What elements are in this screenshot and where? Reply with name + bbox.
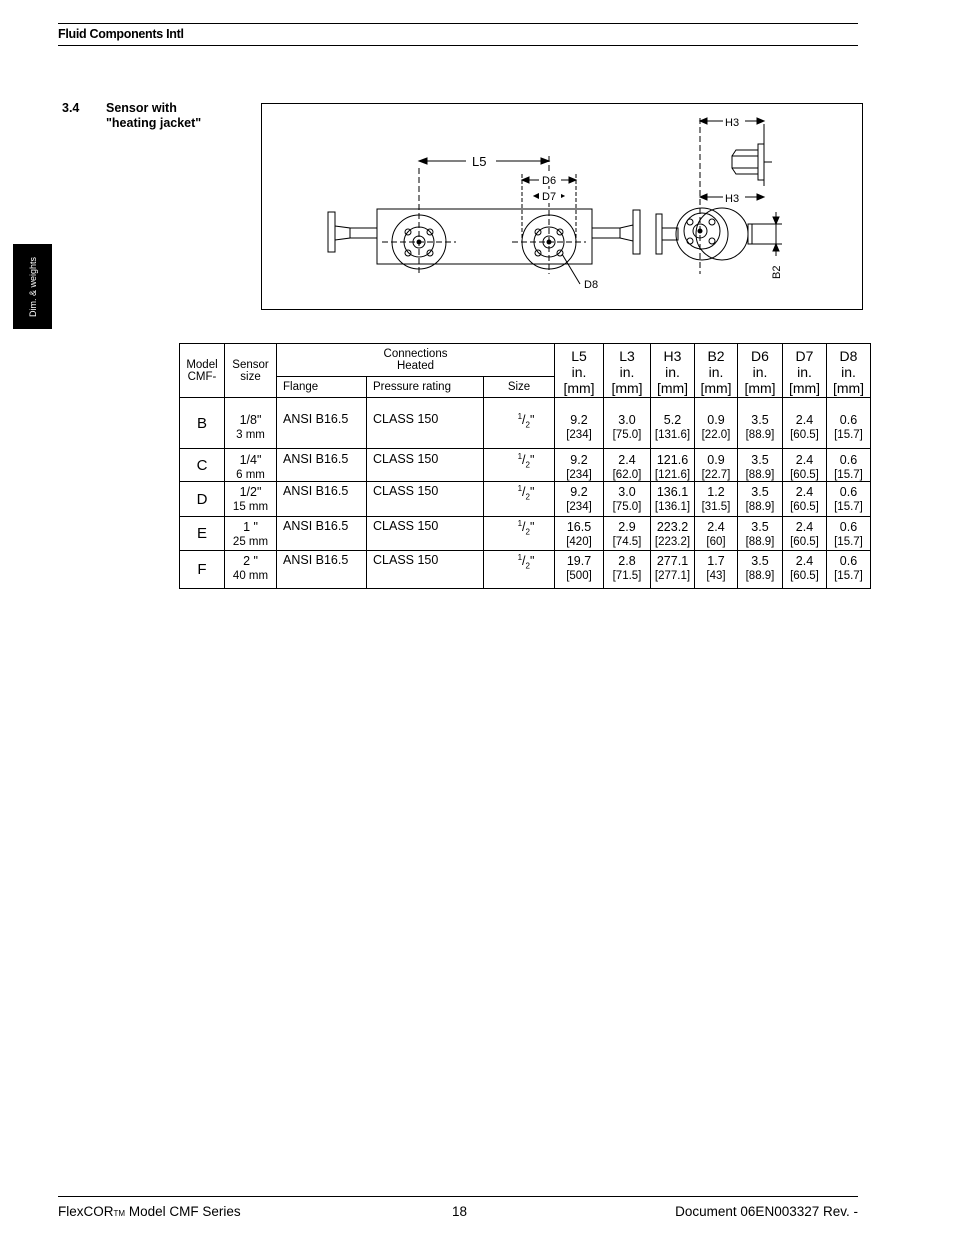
size-quote: " <box>529 413 535 428</box>
model-cell: D <box>180 482 225 517</box>
size-numerator: 1 <box>517 484 523 493</box>
spec-body <box>180 398 871 589</box>
sensor-size-in: 1 " <box>243 520 258 534</box>
page-number: 18 <box>452 1204 468 1219</box>
footer-product <box>58 1204 241 1219</box>
dim-value-mm: [22.7] <box>701 469 731 481</box>
dim-value-in: 2.8 <box>618 554 636 568</box>
label-b2: B2 <box>771 265 783 279</box>
dim-value-mm: [43] <box>706 570 726 582</box>
dim-cell <box>555 551 604 589</box>
flange-header: Flange <box>277 377 367 398</box>
flange-cell: ANSI B16.5 <box>277 398 367 449</box>
dim-header-h3 <box>651 344 695 398</box>
dim-unit-mm: [mm] <box>832 380 865 396</box>
dim-cell <box>827 449 871 482</box>
left-flange <box>328 212 335 252</box>
dim-cell <box>783 398 827 449</box>
size-denominator: 2 <box>525 561 530 571</box>
section-title-line1: Sensor with <box>106 101 177 115</box>
sensor-cell <box>225 449 277 482</box>
model-header-text: Model CMF- <box>186 358 218 383</box>
sensor-size-in: 1/8" <box>239 413 262 427</box>
table-row <box>180 449 871 482</box>
left-neck <box>335 226 350 240</box>
dim-value-mm: [121.6] <box>654 469 691 481</box>
dim-cell <box>651 482 695 517</box>
dim-name: B2 <box>707 348 725 364</box>
dim-value-in: 0.6 <box>839 520 858 534</box>
dim-cell <box>783 482 827 517</box>
dim-value-mm: [420] <box>566 536 592 548</box>
left-port <box>382 168 456 274</box>
section-title-line2: "heating jacket" <box>106 116 202 130</box>
dim-value-mm: [60] <box>706 536 726 548</box>
dim-unit-in: in. <box>665 364 680 380</box>
pressure-header: Pressure rating <box>367 377 484 398</box>
label-h3-mid: H3 <box>725 193 740 205</box>
pressure-cell: CLASS 150 <box>367 449 484 482</box>
dim-cell <box>651 517 695 551</box>
dim-value-mm: [136.1] <box>654 501 691 513</box>
size-quote: " <box>529 520 535 535</box>
dim-cell <box>695 517 738 551</box>
size-cell: $^1/_2$" <box>484 517 555 551</box>
dim-value-in: 1.2 <box>707 485 725 499</box>
sensor-cell <box>225 517 277 551</box>
size-quote: " <box>529 453 535 468</box>
dim-value-mm: [88.9] <box>745 429 775 441</box>
dim-cell <box>695 482 738 517</box>
dim-value-mm: [88.9] <box>745 501 775 513</box>
model-header <box>180 344 225 398</box>
dim-value-mm: [88.9] <box>745 469 775 481</box>
dim-unit-in: in. <box>797 364 812 380</box>
dim-cell <box>738 517 783 551</box>
connections-header-text: Connections <box>383 348 448 360</box>
left-pipe <box>350 228 377 238</box>
dim-cell <box>738 449 783 482</box>
sensor-size-in: 1/2" <box>239 485 262 499</box>
flange-cell: ANSI B16.5 <box>277 517 367 551</box>
label-d8: D8 <box>584 279 599 291</box>
dim-value-mm: [62.0] <box>612 469 642 481</box>
sensor-drawing <box>261 103 863 310</box>
dim-value-mm: [234] <box>566 501 592 513</box>
table-row <box>180 517 871 551</box>
dim-cell <box>695 398 738 449</box>
dim-value-in: 1.7 <box>707 554 725 568</box>
dim-value-in: 136.1 <box>656 485 689 499</box>
dim-name: H3 <box>663 348 682 364</box>
dim-value-mm: [500] <box>566 570 592 582</box>
dim-value-mm: [15.7] <box>834 536 863 548</box>
dim-value-in: 0.6 <box>839 453 858 467</box>
flange-cell: ANSI B16.5 <box>277 449 367 482</box>
dim-value-in: 9.2 <box>570 453 588 467</box>
side-tab-label: Dim. & weights <box>27 256 38 317</box>
header-rule-top <box>58 23 858 24</box>
size-denominator: 2 <box>525 420 530 430</box>
pressure-cell: CLASS 150 <box>367 398 484 449</box>
dim-value-mm: [15.7] <box>834 501 863 513</box>
right-neck <box>620 225 633 241</box>
flange-cell: ANSI B16.5 <box>277 551 367 589</box>
size-numerator: 1 <box>517 412 523 421</box>
size-numerator: 1 <box>517 519 523 528</box>
sensor-size-in: 2 " <box>243 554 258 568</box>
sensor-size-mm: 40 mm <box>232 570 269 582</box>
heated-header-text: Heated <box>396 360 435 372</box>
dim-value-mm: [31.5] <box>701 501 731 513</box>
sensor-size-mm: 25 mm <box>232 536 269 548</box>
dim-value-in: 3.5 <box>751 554 769 568</box>
dim-cell <box>555 449 604 482</box>
side-tab[interactable] <box>13 244 52 329</box>
dim-name: L5 <box>571 348 587 364</box>
right-pipe <box>592 228 620 238</box>
sensor-cell <box>225 398 277 449</box>
pressure-cell: CLASS 150 <box>367 551 484 589</box>
dim-cell <box>555 398 604 449</box>
dim-unit-in: in. <box>619 364 635 380</box>
flange-cell: ANSI B16.5 <box>277 482 367 517</box>
dim-value-in: 3.5 <box>751 413 769 427</box>
dim-unit-in: in. <box>571 364 587 380</box>
size-header: Size <box>484 377 555 398</box>
label-d6: D6 <box>542 175 557 187</box>
dim-value-in: 3.5 <box>751 520 769 534</box>
footer-trademark: TM <box>113 1209 126 1218</box>
sensor-header-text: Sensor size <box>232 358 269 383</box>
dim-value-in: 0.6 <box>839 485 858 499</box>
dim-header-d7 <box>783 344 827 398</box>
dim-value-mm: [75.0] <box>612 429 642 441</box>
dim-value-mm: [15.7] <box>834 469 863 481</box>
dim-value-mm: [74.5] <box>612 536 642 548</box>
dim-value-in: 2.4 <box>795 520 814 534</box>
size-denominator: 2 <box>525 460 530 470</box>
dim-value-mm: [15.7] <box>834 570 863 582</box>
size-denominator: 2 <box>525 492 530 502</box>
size-denominator: 2 <box>525 527 530 537</box>
spec-table <box>179 343 871 589</box>
dim-value-in: 121.6 <box>656 453 689 467</box>
size-cell: $^1/_2$" <box>484 449 555 482</box>
dim-cell <box>651 449 695 482</box>
dim-value-in: 2.4 <box>618 453 636 467</box>
dim-cell <box>827 551 871 589</box>
dim-cell <box>555 517 604 551</box>
sensor-size-mm: 3 mm <box>236 429 265 441</box>
dim-header-l3 <box>604 344 651 398</box>
sensor-cell <box>225 482 277 517</box>
dim-cell <box>738 551 783 589</box>
document-number: Document 06EN003327 Rev. - <box>675 1204 858 1219</box>
dim-value-mm: [131.6] <box>654 429 691 441</box>
dim-value-mm: [15.7] <box>834 429 863 441</box>
size-quote: " <box>529 485 535 500</box>
dim-value-mm: [60.5] <box>790 501 819 513</box>
right-flange <box>633 210 640 254</box>
dim-cell <box>827 517 871 551</box>
dim-name: D8 <box>839 348 858 364</box>
dim-header-d8 <box>827 344 871 398</box>
dim-cell <box>604 482 651 517</box>
dim-value-in: 3.5 <box>751 453 769 467</box>
dim-value-in: 2.9 <box>618 520 636 534</box>
dim-value-in: 5.2 <box>663 413 682 427</box>
dim-cell <box>783 551 827 589</box>
dim-cell <box>738 398 783 449</box>
dim-value-mm: [60.5] <box>790 469 819 481</box>
dim-value-mm: [71.5] <box>612 570 642 582</box>
dim-value-in: 2.4 <box>707 520 725 534</box>
dim-unit-in: in. <box>841 364 856 380</box>
dim-cell <box>604 517 651 551</box>
dim-value-in: 2.4 <box>795 485 814 499</box>
dim-value-mm: [22.0] <box>701 429 731 441</box>
dim-cell <box>783 449 827 482</box>
label-h3-top: H3 <box>725 117 740 129</box>
dim-cell <box>604 398 651 449</box>
size-cell: $^1/_2$" <box>484 551 555 589</box>
dim-value-in: 3.0 <box>618 413 636 427</box>
dim-value-in: 0.9 <box>707 453 725 467</box>
dim-value-in: 9.2 <box>570 413 588 427</box>
dim-cell <box>651 398 695 449</box>
footer-rule <box>58 1196 858 1197</box>
dim-unit-mm: [mm] <box>744 380 776 396</box>
dim-name: D6 <box>751 348 769 364</box>
connections-header <box>277 344 555 377</box>
dim-unit-in: in. <box>708 364 724 380</box>
dim-value-mm: [60.5] <box>790 536 819 548</box>
dim-unit-mm: [mm] <box>611 380 643 396</box>
dim-cell <box>695 449 738 482</box>
dim-value-mm: [60.5] <box>790 570 819 582</box>
dim-cell <box>827 482 871 517</box>
size-quote: " <box>529 554 535 569</box>
size-numerator: 1 <box>517 553 523 562</box>
dim-value-mm: [234] <box>566 429 592 441</box>
dim-name: D7 <box>795 348 814 364</box>
section-title <box>106 101 246 131</box>
dim-value-mm: [60.5] <box>790 429 819 441</box>
dim-value-in: 19.7 <box>566 554 592 568</box>
sensor-header <box>225 344 277 398</box>
dim-value-in: 0.6 <box>839 554 858 568</box>
dim-header-b2 <box>695 344 738 398</box>
dim-unit-mm: [mm] <box>656 380 689 396</box>
footer-product-rest: Model CMF Series <box>125 1204 241 1219</box>
dim-value-in: 2.4 <box>795 453 814 467</box>
dim-value-in: 0.9 <box>707 413 725 427</box>
dim-unit-mm: [mm] <box>788 380 821 396</box>
company-name: Fluid Components Intl <box>58 27 184 41</box>
dim-unit-in: in. <box>752 364 768 380</box>
dim-value-in: 223.2 <box>656 520 689 534</box>
model-cell: F <box>180 551 225 589</box>
label-l5: L5 <box>472 154 487 169</box>
dim-cell <box>695 551 738 589</box>
dim-cell <box>604 551 651 589</box>
model-cell: B <box>180 398 225 449</box>
label-d7: D7 <box>542 191 557 203</box>
sensor-size-in: 1/4" <box>239 453 262 467</box>
size-cell: $^1/_2$" <box>484 398 555 449</box>
dim-value-in: 3.5 <box>751 485 769 499</box>
dim-value-mm: [88.9] <box>745 570 775 582</box>
dim-value-in: 16.5 <box>566 520 592 534</box>
dim-name: L3 <box>619 348 635 364</box>
dim-unit-mm: [mm] <box>700 380 732 396</box>
footer-product-name: FlexCOR <box>58 1204 114 1219</box>
size-cell: $^1/_2$" <box>484 482 555 517</box>
table-row <box>180 482 871 517</box>
dim-cell <box>827 398 871 449</box>
dim-cell <box>783 517 827 551</box>
dim-value-in: 2.4 <box>795 413 814 427</box>
dim-value-in: 9.2 <box>570 485 588 499</box>
pressure-cell: CLASS 150 <box>367 517 484 551</box>
sensor-size-mm: 15 mm <box>232 501 269 513</box>
dim-value-mm: [277.1] <box>654 570 691 582</box>
dim-cell <box>738 482 783 517</box>
top-view <box>732 124 772 186</box>
dim-value-in: 0.6 <box>839 413 858 427</box>
dim-header-d6 <box>738 344 783 398</box>
table-row <box>180 398 871 449</box>
dim-value-in: 277.1 <box>656 554 689 568</box>
table-row <box>180 551 871 589</box>
dim-value-mm: [223.2] <box>654 536 691 548</box>
dim-unit-mm: [mm] <box>563 380 595 396</box>
dim-value-mm: [234] <box>566 469 592 481</box>
dim-cell <box>651 551 695 589</box>
section-number: 3.4 <box>62 101 80 115</box>
size-numerator: 1 <box>517 452 523 461</box>
model-cell: C <box>180 449 225 482</box>
dim-value-in: 3.0 <box>618 485 636 499</box>
header-rule-bottom <box>58 45 858 46</box>
model-cell: E <box>180 517 225 551</box>
sensor-drawing-svg <box>262 104 862 309</box>
dim-cell <box>604 449 651 482</box>
dim-cell <box>555 482 604 517</box>
pressure-cell: CLASS 150 <box>367 482 484 517</box>
sensor-cell <box>225 551 277 589</box>
dim-value-mm: [75.0] <box>612 501 642 513</box>
dim-header-l5 <box>555 344 604 398</box>
dim-value-in: 2.4 <box>795 554 814 568</box>
dim-value-mm: [88.9] <box>745 536 775 548</box>
sensor-size-mm: 6 mm <box>236 469 265 481</box>
